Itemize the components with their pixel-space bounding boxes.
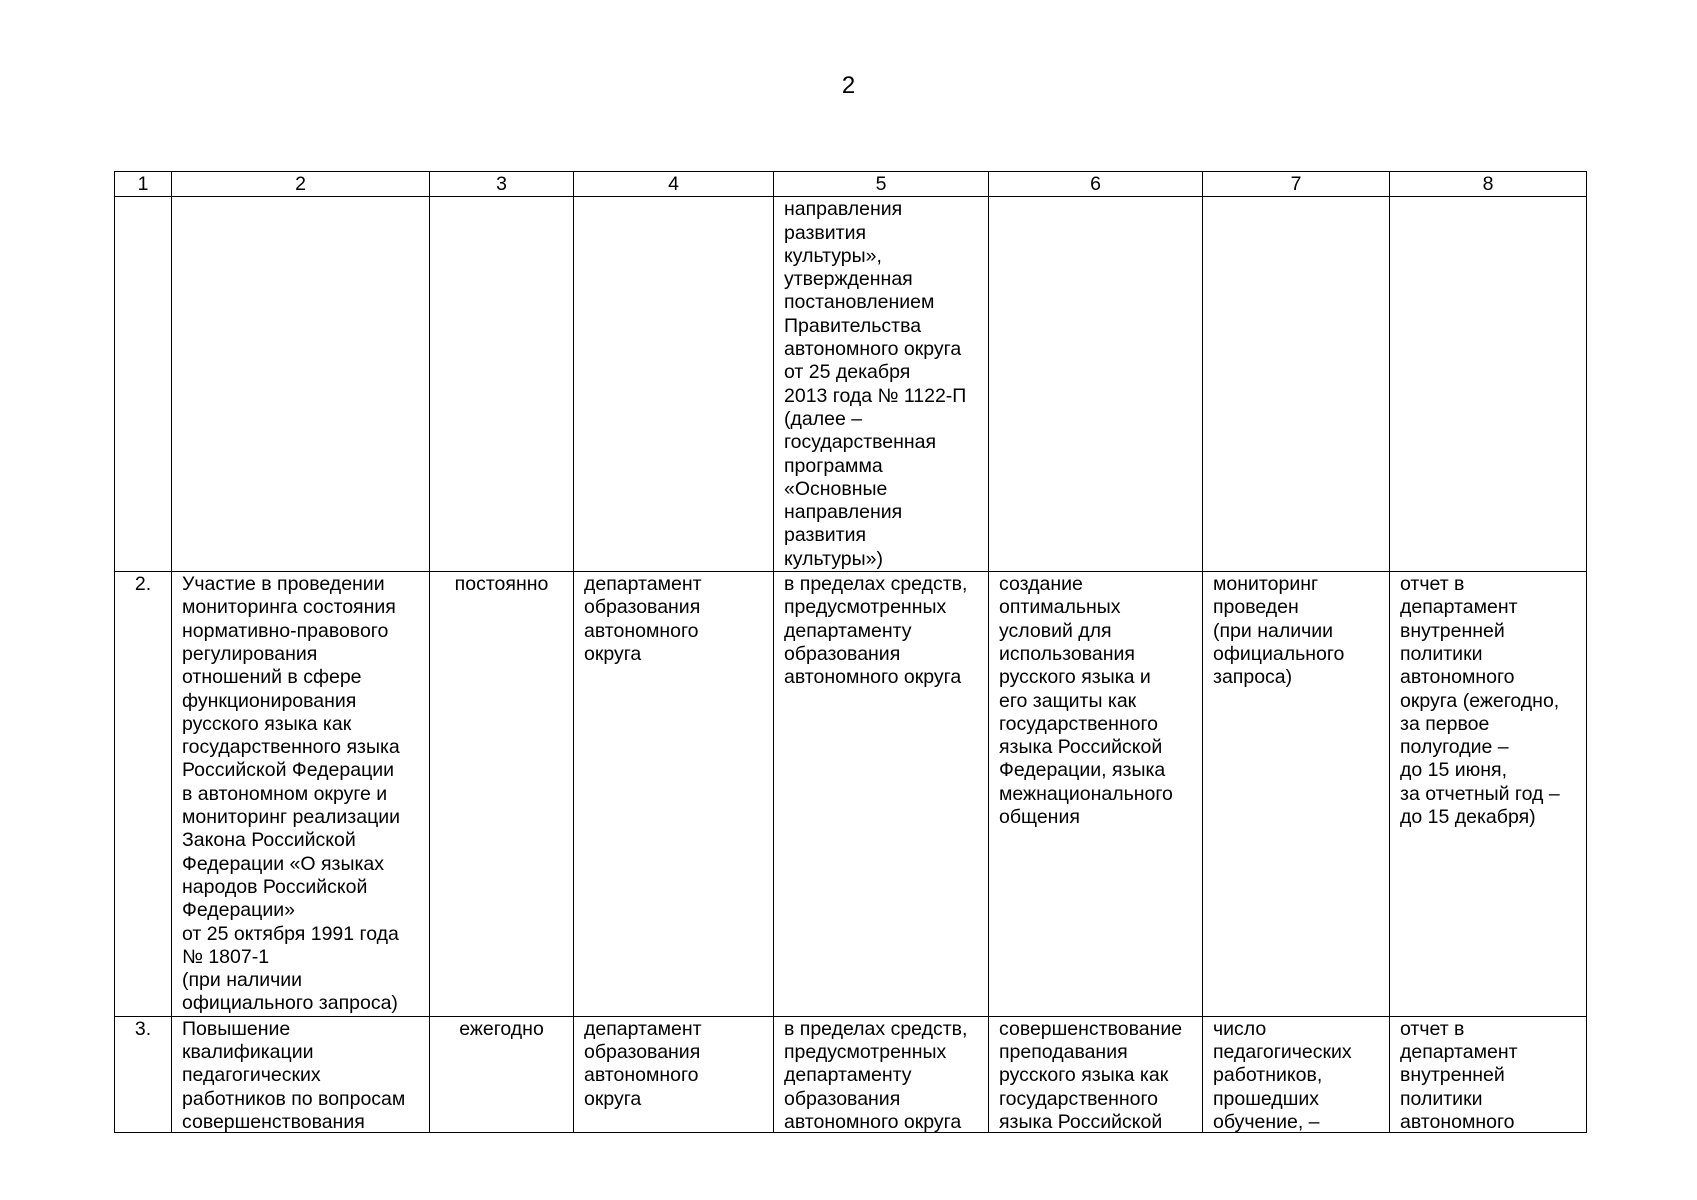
row-number: 3. <box>115 1016 172 1132</box>
table-cell: в пределах средств, предусмотренных департаменту образования автономного округа <box>774 1016 989 1132</box>
table-cell: ежегодно <box>430 1016 574 1132</box>
column-header: 7 <box>1203 172 1390 197</box>
table-header-row <box>115 172 1587 197</box>
row-number: 2. <box>115 572 172 1017</box>
table-cell: отчет в департамент внутренней политики автономного округа (ежегодно, за первое полугодие – до 15 июня, за отчетный год – до 15 декабря) <box>1390 572 1587 1017</box>
column-header: 3 <box>430 172 574 197</box>
table-cell <box>1203 197 1390 572</box>
table-cell: департамент образования автономного округа <box>574 572 774 1017</box>
column-header: 8 <box>1390 172 1587 197</box>
page-number: 2 <box>841 72 856 99</box>
table-cell: департамент образования автономного округа <box>574 1016 774 1132</box>
plan-table <box>114 171 1587 1133</box>
column-header: 2 <box>172 172 430 197</box>
column-header: 4 <box>574 172 774 197</box>
table-cell <box>989 197 1203 572</box>
table-cell <box>574 197 774 572</box>
table-cell: Повышение квалификации педагогических работников по вопросам совершенствования <box>172 1016 430 1132</box>
table-cell <box>430 197 574 572</box>
table-row <box>115 1016 1587 1132</box>
table-cell: направления развития культуры», утвержденная постановлением Правительства автономного округа от 25 декабря 2013 года № 1122-П (далее – государственная программа «Основные направления развития культуры») <box>774 197 989 572</box>
table-cell: число педагогических работников, прошедших обучение, – <box>1203 1016 1390 1132</box>
table-row <box>115 197 1587 572</box>
table-cell: Участие в проведении мониторинга состояния нормативно-правового регулирования отношений в сфере функционирования русского языка как государственного языка Российской Федерации в автономном округе и мониторинг реализации Закона Российской Федерации «О языках народов Российской Федерации» от 25 октября 1991 года № 1807-1 (при наличии официального запроса) <box>172 572 430 1017</box>
table-cell <box>172 197 430 572</box>
table-cell: создание оптимальных условий для использования русского языка и его защиты как государственного языка Российской Федерации, языка межнационального общения <box>989 572 1203 1017</box>
table-cell: постоянно <box>430 572 574 1017</box>
table-cell: отчет в департамент внутренней политики автономного <box>1390 1016 1587 1132</box>
table-cell: совершенствование преподавания русского языка как государственного языка Российской <box>989 1016 1203 1132</box>
column-header: 1 <box>115 172 172 197</box>
table-row <box>115 572 1587 1017</box>
column-header: 6 <box>989 172 1203 197</box>
table-cell: мониторинг проведен (при наличии официального запроса) <box>1203 572 1390 1017</box>
table-cell <box>1390 197 1587 572</box>
table-cell: в пределах средств, предусмотренных департаменту образования автономного округа <box>774 572 989 1017</box>
table-cell <box>115 197 172 572</box>
column-header: 5 <box>774 172 989 197</box>
